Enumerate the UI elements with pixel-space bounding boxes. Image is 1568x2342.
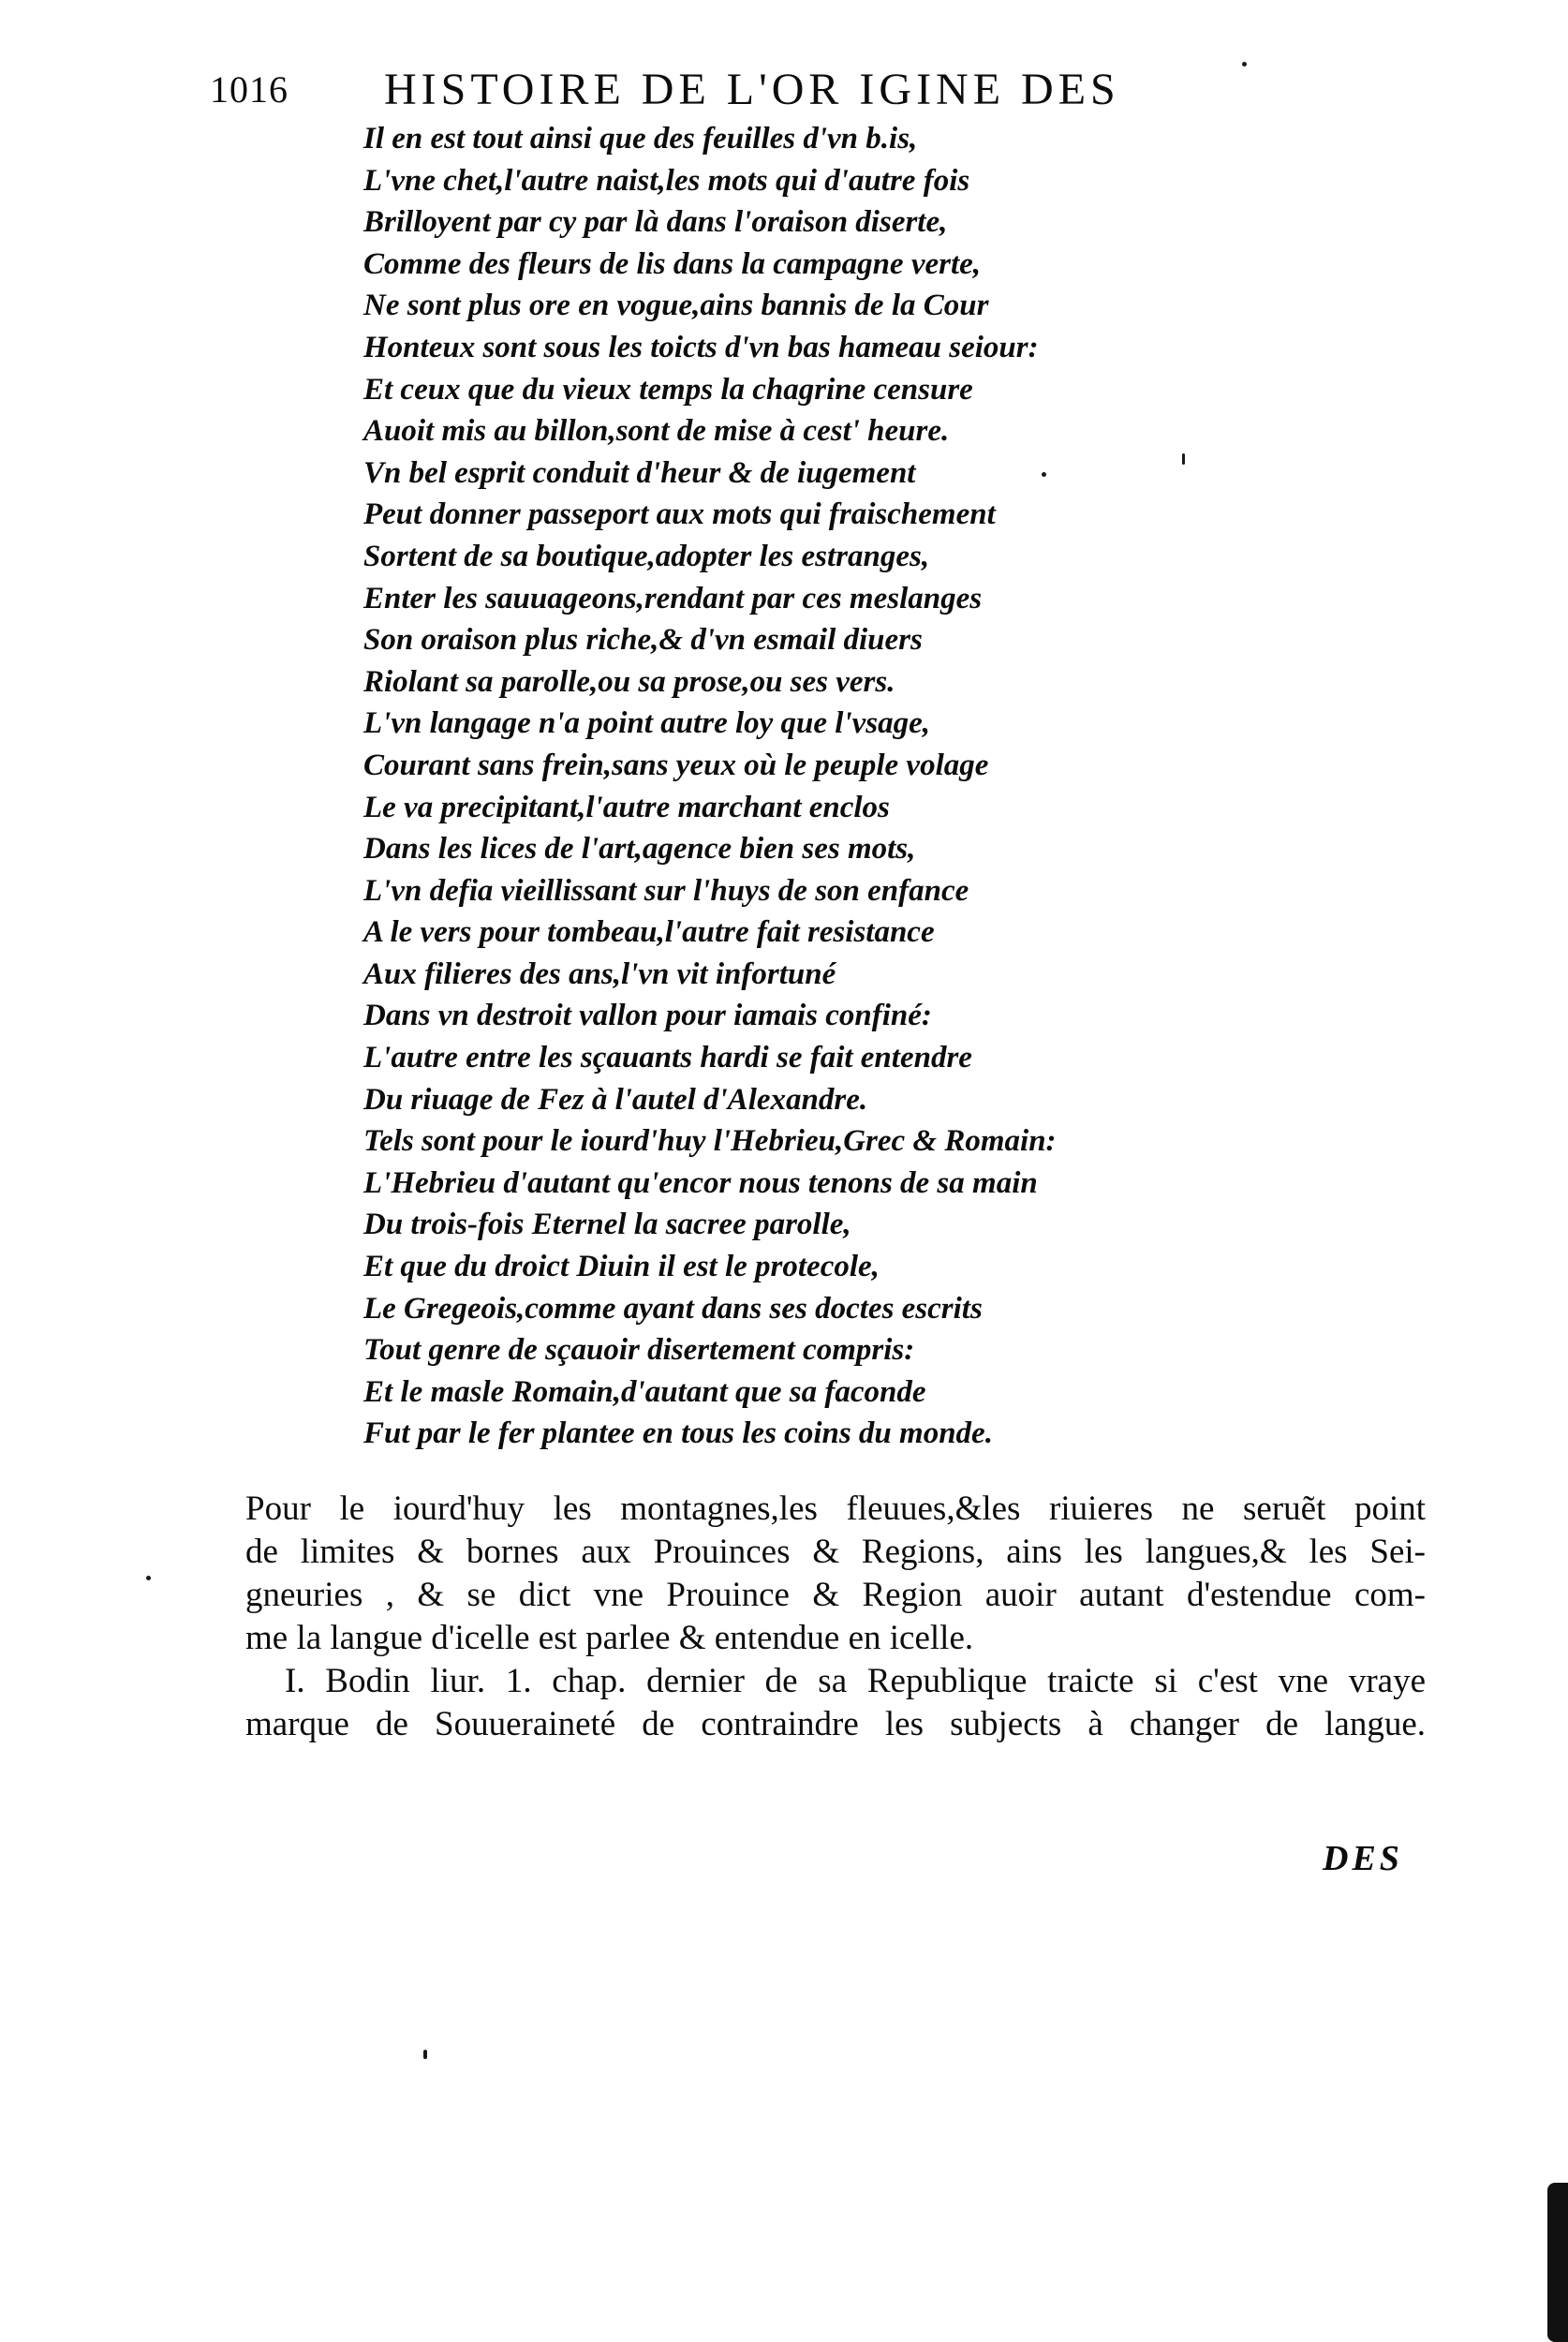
verse-line: A le vers pour tombeau,l'autre fait resistance — [363, 915, 935, 950]
verse-line: L'vn defia vieillissant sur l'huys de son enfance — [363, 873, 969, 908]
ink-speck — [1042, 472, 1046, 477]
verse-line: Aux filieres des ans,l'vn vit infortuné — [363, 956, 836, 991]
prose-paragraph — [245, 1488, 1426, 1660]
verse-line: L'vn langage n'a point autre loy que l'vsage, — [363, 706, 931, 741]
running-title: HISTOIRE DE L'OR IGINE DES — [384, 65, 1120, 114]
verse-line: Brilloyent par cy par là dans l'oraison diserte, — [363, 205, 948, 240]
catchword: DES — [1323, 1839, 1403, 1878]
verse-line: Il en est tout ainsi que des feuilles d'vn b.is, — [363, 122, 918, 156]
verse-line: Le va precipitant,l'autre marchant enclos — [363, 790, 890, 824]
prose-line: de limites & bornes aux Prouinces & Regions, ains les langues,& les Sei- — [245, 1533, 1426, 1571]
verse-line: Du trois-fois Eternel la sacree parolle, — [363, 1208, 851, 1242]
verse-passage — [363, 118, 1206, 1455]
ink-speck — [1242, 62, 1247, 67]
citation-paragraph — [245, 1660, 1426, 1746]
prose-line: I. Bodin liur. 1. chap. dernier de sa Republique traicte si c'est vne vraye — [285, 1662, 1426, 1700]
verse-line: Et ceux que du vieux temps la chagrine censure — [363, 372, 973, 407]
verse-line: L'autre entre les sçauants hardi se fait entendre — [363, 1041, 972, 1075]
verse-line: Honteux sont sous les toicts d'vn bas hameau seiour: — [363, 330, 1039, 364]
prose-line: me la langue d'icelle est parlee & entendue en icelle. — [245, 1619, 974, 1657]
verse-line: Ne sont plus ore en vogue,ains bannis de la Cour — [363, 289, 989, 323]
verse-line: L'Hebrieu d'autant qu'encor nous tenons de sa main — [363, 1165, 1038, 1200]
verse-line: Comme des fleurs de lis dans la campagne verte, — [363, 246, 982, 281]
ink-speck — [423, 2050, 427, 2059]
ink-speck — [146, 1576, 151, 1580]
verse-line: Le Gregeois,comme ayant dans ses doctes escrits — [363, 1291, 983, 1326]
prose-line: Pour le iourd'huy les montagnes,les fleuues,&les riuieres ne seruẽt point — [245, 1490, 1426, 1528]
page-number: 1016 — [210, 68, 288, 111]
verse-line: Enter les sauuageons,rendant par ces meslanges — [363, 581, 983, 615]
verse-line: Riolant sa parolle,ou sa prose,ou ses vers. — [363, 664, 895, 699]
verse-line: Peut donner passeport aux mots qui fraischement — [363, 497, 996, 532]
verse-line: Sortent de sa boutique,adopter les estranges, — [363, 539, 930, 573]
verse-line: Et que du droict Diuin il est le protecole, — [363, 1250, 880, 1284]
verse-line: Vn bel esprit conduit d'heur & de iugement — [363, 455, 916, 490]
verse-line: Tout genre de sçauoir disertement compris: — [363, 1333, 915, 1368]
verse-line: Dans les lices de l'art,agence bien ses mots, — [363, 832, 916, 867]
verse-line: Et le masle Romain,d'autant que sa faconde — [363, 1374, 926, 1409]
page-edge-shadow — [1547, 2183, 1568, 2342]
verse-line: L'vne chet,l'autre naist,les mots qui d'autre fois — [363, 163, 970, 198]
verse-line: Auoit mis au billon,sont de mise à cest' heure. — [363, 414, 950, 449]
verse-line: Courant sans frein,sans yeux où le peuple volage — [363, 748, 989, 782]
verse-line: Fut par le fer plantee en tous les coins du monde. — [363, 1416, 993, 1451]
verse-line: Dans vn destroit vallon pour iamais confiné: — [363, 999, 932, 1033]
ink-speck — [1182, 453, 1185, 465]
prose-line: marque de Souueraineté de contraindre les subjects à changer de langue. — [245, 1705, 1426, 1743]
prose-line: gneuries , & se dict vne Prouince & Region auoir autant d'estendue com- — [245, 1576, 1426, 1614]
verse-line: Tels sont pour le iourd'huy l'Hebrieu,Grec & Romain: — [363, 1124, 1057, 1159]
verse-line: Du riuage de Fez à l'autel d'Alexandre. — [363, 1082, 868, 1117]
verse-line: Son oraison plus riche,& d'vn esmail diuers — [363, 623, 923, 658]
